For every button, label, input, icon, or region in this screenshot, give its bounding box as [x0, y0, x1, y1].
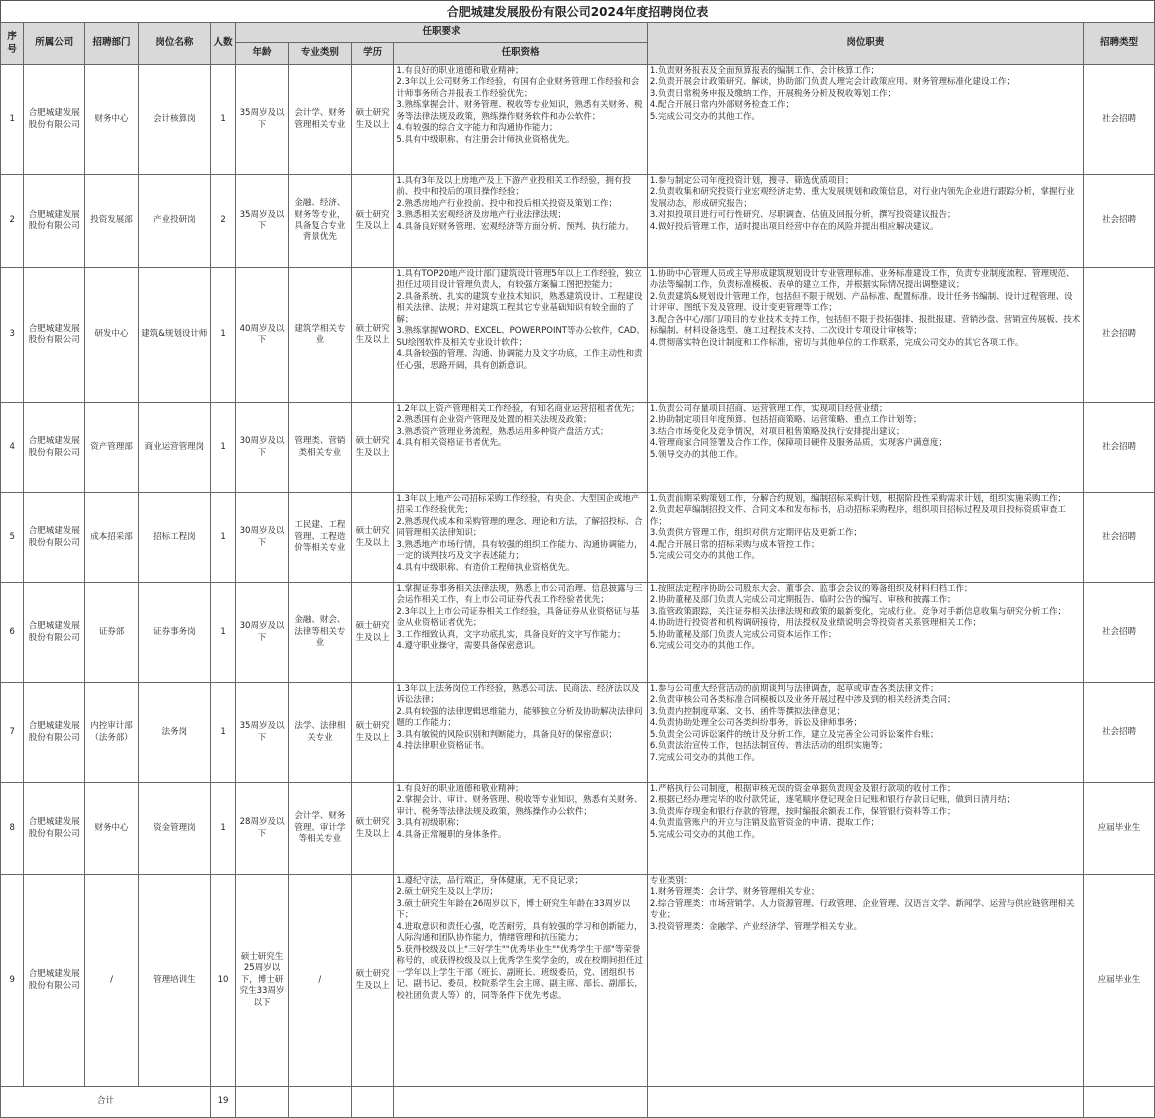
row-age: 40周岁及以下: [236, 268, 289, 403]
row-education: 硕士研究生及以上: [351, 175, 394, 268]
row-no: 2: [1, 175, 24, 268]
row-qualification: 1.2年以上资产管理相关工作经验，有知名商业运营招租者优先； 2.熟悉国有企业资产管理及处置的相关法规及政策； 3.熟悉资产管理业务流程，熟悉运用多种资产盘活方式； 4.具有相关资格证书者优先。: [394, 403, 648, 493]
header-position: 岗位名称: [138, 23, 210, 65]
row-count: 1: [210, 403, 235, 493]
row-education: 硕士研究生及以上: [351, 683, 394, 783]
row-position: 招标工程岗: [138, 493, 210, 583]
row-education: 硕士研究生及以上: [351, 493, 394, 583]
table-row: [1, 268, 1155, 403]
table-row: [1, 403, 1155, 493]
table-row: [1, 493, 1155, 583]
row-qualification: 1.有良好的职业道德和敬业精神； 2.掌握会计、审计、财务管理、税收等专业知识，熟悉有关财务、审计、税务等法律法规及政策，熟练操作办公软件； 3.具有初级职称； 4.具备正常履职的身体条件。: [394, 783, 648, 875]
table-row: [1, 683, 1155, 783]
row-position: 法务岗: [138, 683, 210, 783]
row-company: 合肥城建发展股份有限公司: [24, 875, 85, 1087]
row-company: 合肥城建发展股份有限公司: [24, 65, 85, 175]
header-no: 序号: [1, 23, 24, 65]
row-dept: 投资发展部: [85, 175, 139, 268]
row-position: 会计核算岗: [138, 65, 210, 175]
row-recruit-type: 应届毕业生: [1083, 875, 1154, 1087]
row-duties: 1.严格执行公司制度，根据审核无误的资金单据负责现金及银行款项的收付工作； 2.根据已经办理完毕的收付款凭证，逐笔顺序登记现金日记账和银行存款日记账，做到日清月结； 3.负责库存现金和银行存款的管理，按时编报余额表工作，保管银行资料等工作； 4.负责监管账户的开立与注销及监管资金的申请、提取工作； 5.完成公司交办的其他工作。: [647, 783, 1083, 875]
row-qualification: 1.3年以上法务岗位工作经验，熟悉公司法、民商法、经济法以及诉讼法律； 2.具有较强的法律逻辑思维能力，能够独立分析及协助解决法律问题的工作能力； 3.具有敏锐的风险识别和判断能力，具备良好的保密意识； 4.持法律职业资格证书。: [394, 683, 648, 783]
row-age: 30周岁及以下: [236, 403, 289, 493]
row-age: 35周岁及以下: [236, 175, 289, 268]
row-duties: 1.参与公司重大经营活动的前期谈判与法律调查，起草或审查各类法律文件； 2.负责审核公司各类标准合同模板以及业务开展过程中涉及到的相关经济类合同； 3.负责内控制度草案、文书、函件等撰拟法律意见； 4.负责协助处理全公司各类纠纷事务，诉讼及律师事务； 5.负责全公司诉讼案件的统计及分析工作，建立及完善全公司诉讼案件台账； 6.负责法治宣传工作，包括法制宣传、普法活动的组织实施等； 7.完成公司交办的其他工作。: [647, 683, 1083, 783]
row-major: 法学、法律相关专业: [288, 683, 351, 783]
row-count: 2: [210, 175, 235, 268]
row-qualification: 1.具有3年及以上房地产及上下游产业投相关工作经验，拥有投前、投中和投后的项目操作经验； 2.熟悉房地产行业投前、投中和投后相关投资及策划工作； 3.熟悉相关宏观经济及房地产行业法律法规； 4.具备良好财务管理、宏观经济等方面分析、预判、执行能力。: [394, 175, 648, 268]
row-company: 合肥城建发展股份有限公司: [24, 403, 85, 493]
row-age: 30周岁及以下: [236, 583, 289, 683]
header-education: 学历: [351, 43, 394, 65]
row-count: 1: [210, 493, 235, 583]
row-education: 硕士研究生及以上: [351, 65, 394, 175]
header-major: 专业类别: [288, 43, 351, 65]
header-requirements: 任职要求: [236, 23, 648, 43]
row-dept: 成本招采部: [85, 493, 139, 583]
row-dept: 证券部: [85, 583, 139, 683]
row-no: 9: [1, 875, 24, 1087]
header-recruit-type: 招聘类型: [1083, 23, 1154, 65]
row-dept: 研发中心: [85, 268, 139, 403]
row-recruit-type: 社会招聘: [1083, 268, 1154, 403]
sheet-title: 合肥城建发展股份有限公司2024年度招聘岗位表: [0, 0, 1155, 22]
header-age: 年龄: [236, 43, 289, 65]
row-dept: 内控审计部（法务部）: [85, 683, 139, 783]
row-duties: 1.负责公司存量项目招商、运营管理工作，实现项目经营业绩； 2.协助制定项目年度预算、包括招商策略、运营策略、重点工作计划等； 3.结合市场变化及竞争情况，对项目租售策略及执行安排提出建议； 4.管理商家合同签署及合作工作，保障项目硬件及服务品质，实现客户满意度； 5.领导交办的其他工作。: [647, 403, 1083, 493]
row-no: 6: [1, 583, 24, 683]
row-age: 35周岁及以下: [236, 683, 289, 783]
row-duties: 1.参与制定公司年度投资计划，搜寻、筛选优质项目； 2.负责收集和研究投资行业宏观经济走势、重大发展规划和政策信息，对行业内领先企业进行跟踪分析，掌握行业发展动态，形成研究报告； 3.对拟投项目进行可行性研究、尽职调查、估值及回报分析，撰写投资建议报告； 4.做好投后管理工作，适时提出项目经营中存在的风险并提出相应解决建议。: [647, 175, 1083, 268]
row-major: 金融、经济、财务等专业，具备复合专业背景优先: [288, 175, 351, 268]
row-company: 合肥城建发展股份有限公司: [24, 683, 85, 783]
table-row: [1, 583, 1155, 683]
header-company: 所属公司: [24, 23, 85, 65]
row-dept: /: [85, 875, 139, 1087]
row-education: 硕士研究生及以上: [351, 583, 394, 683]
row-major: 会计学、财务管理相关专业: [288, 65, 351, 175]
row-recruit-type: 应届毕业生: [1083, 783, 1154, 875]
row-position: 商业运营管理岗: [138, 403, 210, 493]
row-company: 合肥城建发展股份有限公司: [24, 268, 85, 403]
row-no: 4: [1, 403, 24, 493]
row-no: 5: [1, 493, 24, 583]
row-age: 硕士研究生25周岁以下，博士研究生33周岁以下: [236, 875, 289, 1087]
row-count: 10: [210, 875, 235, 1087]
header-count: 人数: [210, 23, 235, 65]
row-major: /: [288, 875, 351, 1087]
row-education: 硕士研究生及以上: [351, 875, 394, 1087]
row-company: 合肥城建发展股份有限公司: [24, 175, 85, 268]
table-body: [1, 65, 1155, 1087]
header-qualification: 任职资格: [394, 43, 648, 65]
row-major: 建筑学相关专业: [288, 268, 351, 403]
header-dept: 招聘部门: [85, 23, 139, 65]
row-position: 管理培训生: [138, 875, 210, 1087]
row-recruit-type: 社会招聘: [1083, 65, 1154, 175]
row-qualification: 1.3年以上地产公司招标采购工作经验，有央企、大型国企或地产招采工作经验优先； 2.熟悉现代成本和采购管理的理念、理论和方法，了解招投标、合同管理相关法律知识； 3.熟悉地产市场行情，具有较强的组织工作能力、沟通协调能力，一定的谈判技巧及文字表述能力； 4.具有中级职称、有造价工程师执业资格优先。: [394, 493, 648, 583]
row-duties: 1.按照法定程序协助公司股东大会、董事会、监事会会议的筹备组织及材料归档工作； 2.协助董秘及部门负责人完成公司定期报告、临时公告的编写、审核和披露工作； 3.监管政策跟踪，关注证券相关法律法规和政策的最新变化，完成行业、竞争对手新信息收集与研究分析工作； 4.协助进行投资者和机构调研接待，用法授权及业绩说明会等投资者关系管理相关工作； 5.协助董秘及部门负责人完成公司资本运作工作； 6.完成公司交办的其他工作。: [647, 583, 1083, 683]
row-dept: 财务中心: [85, 783, 139, 875]
row-qualification: 1.掌握证券事务相关法律法规，熟悉上市公司治理、信息披露与三会运作相关工作，有上市公司证券代表工作经验者优先； 2.3年以上上市公司证券相关工作经验，具备证券从业资格证与基金从业资格证者优先； 3.工作细致认真，文字功底扎实，具备良好的文字写作能力； 4.遵守职业操守，需要具备保密意识。: [394, 583, 648, 683]
row-company: 合肥城建发展股份有限公司: [24, 783, 85, 875]
row-count: 1: [210, 65, 235, 175]
table-row: [1, 175, 1155, 268]
row-recruit-type: 社会招聘: [1083, 683, 1154, 783]
row-major: 金融、财会、法律等相关专业: [288, 583, 351, 683]
table-row: [1, 783, 1155, 875]
table-row: [1, 65, 1155, 175]
row-recruit-type: 社会招聘: [1083, 403, 1154, 493]
row-company: 合肥城建发展股份有限公司: [24, 493, 85, 583]
row-no: 7: [1, 683, 24, 783]
row-count: 1: [210, 583, 235, 683]
row-duties: 1.负责前期采购策划工作，分解合约规划，编制招标采购计划，根据阶段性采购需求计划，组织实施采购工作； 2.负责起草编制招投文件、合同文本和发布标书，启动招标采购程序，组织项目招标过程及项目投标资质审查工作； 3.负责供方管理工作，组织对供方定期评估及更新工作； 4.配合开展日常的招标采购与成本管控工作； 5.完成公司交办的其他工作。: [647, 493, 1083, 583]
row-education: 硕士研究生及以上: [351, 268, 394, 403]
row-major: 管理类、营销类相关专业: [288, 403, 351, 493]
row-dept: 财务中心: [85, 65, 139, 175]
row-major: 会计学、财务管理、审计学等相关专业: [288, 783, 351, 875]
row-qualification: 1.具有TOP20地产设计部门建筑设计管理5年以上工作经验，独立担任过项目设计管理负责人，有较强方案徧工图把控能力； 2.具备系统、扎实的建筑专业技术知识，熟悉建筑设计、工程建设相关法律、法规；并对建筑工程其它专业基础知识有较全面的了解； 3.熟练掌握WORD、EXCEL、POWERPOINT等办公软件，CAD、SU绘图软件及相关专业设计软件； 4.具备较强的管理、沟通、协调能力及文字功底，工作主动性和责任心强，思路开阔，具有创新意识。: [394, 268, 648, 403]
row-duties: 专业类别： 1.财务管理类：会计学、财务管理相关专业； 2.综合管理类：市场营销学、人力资源管理、行政管理、企业管理、汉语言文学、新闻学、运营与供应链管理相关专业； 3.投资管理类：金融学、产业经济学、管理学相关专业。: [647, 875, 1083, 1087]
row-age: 28周岁及以下: [236, 783, 289, 875]
row-duties: 1.负责财务报表及全面预算报表的编制工作、会计核算工作； 2.负责开展会计政策研究、解读，协助部门负责人理完会计政策应用、财务管理标准化建设工作； 3.负责日常税务申报及缴纳工作，开展税务分析及税收筹划工作； 4.配合开展日常内外部财务检查工作； 5.完成公司交办的其他工作。: [647, 65, 1083, 175]
total-count: 19: [210, 1087, 235, 1118]
row-education: 硕士研究生及以上: [351, 403, 394, 493]
row-qualification: 1.有良好的职业道德和敬业精神； 2.3年以上公司财务工作经验，有国有企业财务管理工作经验和会计师事务所合并报表工作经验优先； 3.熟练掌握会计、财务管理、税收等专业知识，熟悉有关财务、税务等法律法规及政策，熟练操作财务软件和办公软件； 4.有较强的综合文字能力和沟通协作能力； 5.具有中级职称、有注册会计师执业资格优先。: [394, 65, 648, 175]
total-label: 合计: [1, 1087, 211, 1118]
row-duties: 1.协助中心管理人员或主导形成建筑规划设计专业管理标准、业务标准建设工作，负责专业制度流程、管理规范、办法等编制工作，负责标准模板、表单的建立工作，并根据实际情况提出调整建议； 2.负责建筑&规划设计管理工作，包括但不限于规划、产品标准、配置标准、设计任务书编制、设计过程管理、设计评审、图纸下发及管理、设计变更管理等工作； 3.配合各中心/部门/项目的专业技术支持工作，包括但不限于投拓强排、报批报建、营销沙盘、营销宣传展板、技术标编制、材料设备选型、施工过程技术支持、二次设计专项设计审核等； 4.贯彻落实特色设计制度和工作标准，密切与其他单位的工作联系，完成公司交办的其它各项工作。: [647, 268, 1083, 403]
row-no: 8: [1, 783, 24, 875]
row-position: 证券事务岗: [138, 583, 210, 683]
row-position: 资金管理岗: [138, 783, 210, 875]
row-recruit-type: 社会招聘: [1083, 175, 1154, 268]
row-recruit-type: 社会招聘: [1083, 493, 1154, 583]
row-dept: 资产管理部: [85, 403, 139, 493]
row-no: 3: [1, 268, 24, 403]
row-age: 35周岁及以下: [236, 65, 289, 175]
row-age: 30周岁及以下: [236, 493, 289, 583]
row-count: 1: [210, 268, 235, 403]
row-position: 建筑&规划设计师: [138, 268, 210, 403]
row-qualification: 1.遵纪守法，品行端正，身体健康，无不良记录； 2.硕士研究生及以上学历； 3.硕士研究生年龄在26周岁以下，博士研究生年龄在33周岁以下； 4.进取意识和责任心强，吃苦耐劳，具有较强的学习和创新能力，人际沟通和团队协作能力，情绪管理和抗压能力； 5.获得校级及以上"三好学生""优秀毕业生""优秀学生干部"等荣誉称号的，或获得校级及以上优秀学生奖学金的，或在校期间担任过一学年以上学生干部（班长、副班长、班级委员，党、团组织书记、副书记、委员，校院系学生会主席、副主席、部长、副部长，校社团负责人等）的，同等条件下优先考虑。: [394, 875, 648, 1087]
table-row: [1, 875, 1155, 1087]
row-no: 1: [1, 65, 24, 175]
total-row: [1, 1087, 1155, 1118]
row-company: 合肥城建发展股份有限公司: [24, 583, 85, 683]
row-count: 1: [210, 783, 235, 875]
recruitment-table: [0, 22, 1155, 1118]
header-duties: 岗位职责: [647, 23, 1083, 65]
row-count: 1: [210, 683, 235, 783]
row-education: 硕士研究生及以上: [351, 783, 394, 875]
row-major: 工民建、工程管理、工程造价等相关专业: [288, 493, 351, 583]
row-recruit-type: 社会招聘: [1083, 583, 1154, 683]
row-position: 产业投研岗: [138, 175, 210, 268]
